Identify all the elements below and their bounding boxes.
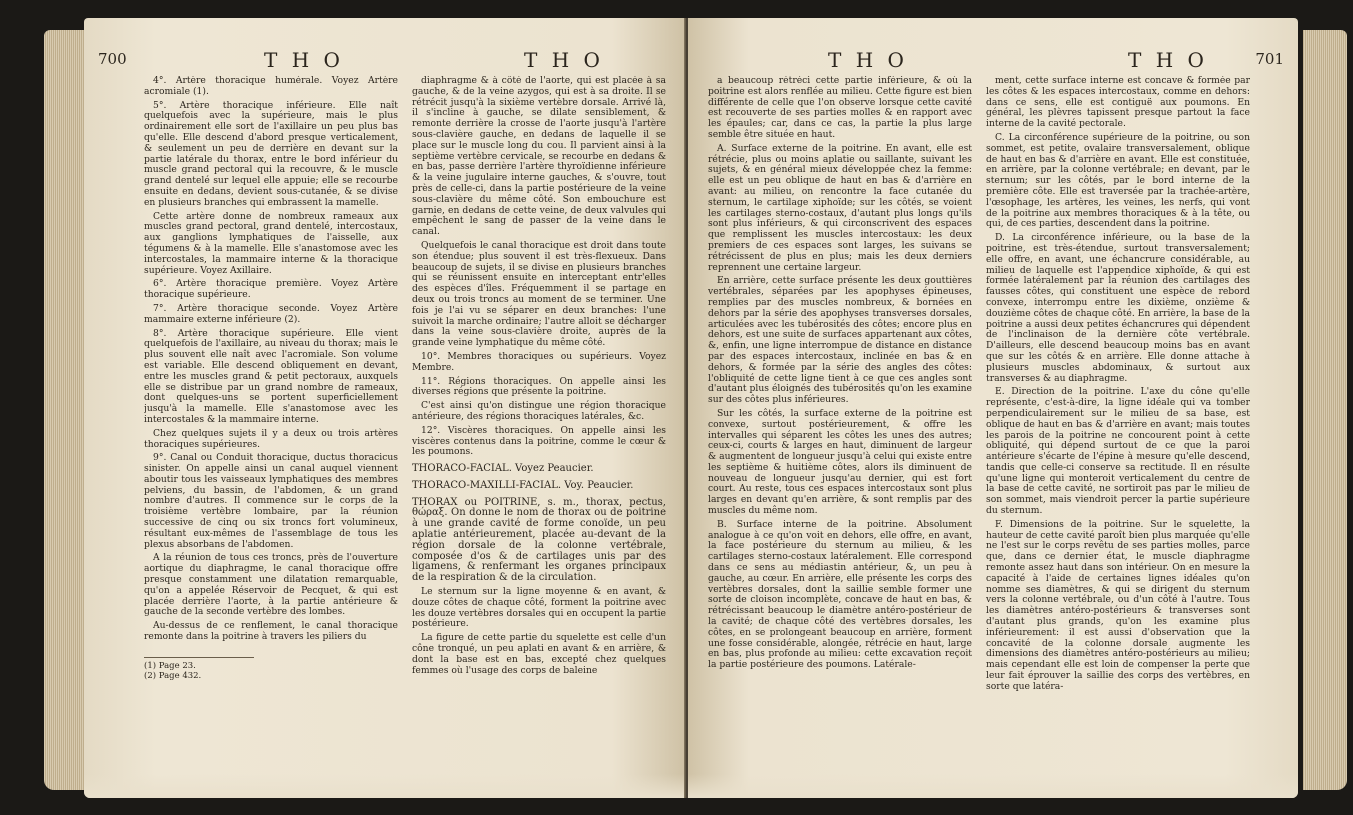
left-running-head xyxy=(98,48,666,74)
left-column-1 xyxy=(144,76,398,796)
paragraph: 7°. Artère thoracique seconde. Voyez Artère mammaire externe inférieure (2). xyxy=(144,302,398,325)
paragraph: 5°. Artère thoracique inférieure. Elle naît quelquefois avec la supérieure, mais le plus ordinairement elle sort de l'axillaire un peu plus bas qu'elle. Elle descend d'abord presque verticalement, & seulement un peu de derrière en devant sur la partie latérale du thorax, entre le bord inférieur du muscle grand pectoral qui la recouvre, & le muscle grand dentelé sur lequel elle appuie; elle se recourbe ensuite en dedans, devient sous-cutanée, & se divise en plusieurs branches qui embrassent la mamelle. xyxy=(144,99,398,208)
paragraph: ment, cette surface interne est concave & formée par les côtes & les espaces intercostaux, comme en dehors: dans ce sens, elle est contiguë aux poumons. En général, les plèvres tapissent presque partout la face interne de la cavité pectorale. xyxy=(986,76,1250,130)
paragraph: 10°. Membres thoraciques ou supérieurs. Voyez Membre. xyxy=(412,350,666,373)
paragraph: A la réunion de tous ces troncs, près de l'ouverture aortique du diaphragme, le canal thoracique offre presque constamment une dilatation remarquable, qu'on a appelée Réservoir de Pecquet, & qui est placée derrière l'aorte, à la partie antérieure & gauche de la seconde vertèbre des lombes. xyxy=(144,552,398,618)
dictionary-entry: THORACO-MAXILLI-FACIAL. Voy. Peaucier. xyxy=(412,479,634,491)
paragraph: 6°. Artère thoracique première. Voyez Artère thoracique supérieure. xyxy=(144,278,398,301)
dictionary-entry: THORACO-FACIAL. Voyez Peaucier. xyxy=(412,463,594,475)
paragraph: Chez quelques sujets il y a deux ou trois artères thoraciques supérieures. xyxy=(144,427,398,450)
paragraph: B. Surface interne de la poitrine. Absolument analogue à ce qu'on voit en dehors, elle offre, en avant, la face postérieure du sternum au milieu, & les cartilages sterno-costaux latéralement. Elle correspond dans ce sens au médiastin antérieur, &, un peu à gauche, au cœur. En arrière, elle présente les corps des vertèbres dorsales, dont la saillie semble former une sorte de cloison incomplète, concave de haut en bas, & rétrécissant beaucoup le diamètre antéro-postérieur de la cavité; de chaque côté des vertèbres dorsales, les côtes, en se prolongeant beaucoup en arrière, forment une fosse considérable, alongée, rétrécie en haut, large en bas, plus profonde au milieu: cette excavation reçoit la partie postérieure des poumons. Latérale- xyxy=(708,518,972,671)
paragraph: Quelquefois le canal thoracique est droit dans toute son étendue; plus souvent il est très-flexueux. Dans beaucoup de sujets, il se divise en plusieurs branches qui se réunissent ensuite en interceptant entr'elles des espèces d'îles. Fréquemment il se partage en deux ou trois troncs au moment de se terminer. Une fois je l'ai vu se séparer en deux branches: l'une suivoit la marche ordinaire; l'autre alloit se décharger dans la veine sous-clavière droite, auprès de la grande veine lymphatique du même côté. xyxy=(412,239,666,349)
footnote: (1) Page 23. xyxy=(144,660,196,671)
paragraph: La figure de cette partie du squelette est celle d'un cône tronqué, un peu aplati en avant & en arrière, & dont la base est en bas, excepté chez quelques femmes où l'usage des corps de baleine xyxy=(412,632,666,676)
paragraph: Cette artère donne de nombreux rameaux aux muscles grand pectoral, grand dentelé, intercostaux, aux ganglions lymphatiques de l'aisselle, aux tégumens & à la mamelle. Elle s'anastomose avec les intercostales, la mammaire interne & la thoracique supérieure. Voyez Axillaire. xyxy=(144,210,398,276)
paragraph: 12°. Viscères thoraciques. On appelle ainsi les viscères contenus dans la poitrine, comme le cœur & les poumons. xyxy=(412,424,666,458)
paragraph: C'est ainsi qu'on distingue une région thoracique antérieure, des régions thoraciques latérales, &c. xyxy=(412,400,666,422)
paragraph: 11°. Régions thoraciques. On appelle ainsi les diverses régions que présente la poitrine. xyxy=(412,375,666,398)
paragraph: 8°. Artère thoracique supérieure. Elle vient quelquefois de l'axillaire, au niveau du thorax; mais le plus souvent elle naît avec l'acromiale. Son volume est variable. Elle descend obliquement en devant, entre les muscles grand & petit pectoraux, auxquels elle se distribue par un grand nombre de rameaux, dont quelques-uns se portent superficiellement jusqu'à la mamelle. Elle s'anastomose avec les intercostales & la mammaire interne. xyxy=(144,327,398,425)
right-running-head xyxy=(708,48,1284,74)
paragraph: a beaucoup rétréci cette partie inférieure, & où la poitrine est alors renflée au milieu. Cette figure est bien différente de celle que l'on observe lorsque cette cavité est recouverte de ses parties molles & en rapport avec les épaules; car, dans ce cas, la partie la plus large semble être située en haut. xyxy=(708,76,972,140)
paragraph: Au-dessus de ce renflement, le canal thoracique remonte dans la poitrine à travers les piliers du xyxy=(144,620,398,643)
left-page-number: 700 xyxy=(98,50,127,68)
right-page-edges xyxy=(1303,30,1347,790)
right-page-number: 701 xyxy=(1255,50,1284,68)
page-bottom-shade xyxy=(688,774,1298,798)
footnotes xyxy=(144,657,254,681)
right-page xyxy=(688,18,1298,798)
right-head-title-2: T H O xyxy=(1128,48,1208,72)
page-bottom-shade xyxy=(84,774,684,798)
left-head-title-1: T H O xyxy=(264,48,344,72)
paragraph: Sur les côtés, la surface externe de la poitrine est convexe, surtout postérieurement, & offre les intervalles qui séparent les côtes les unes des autres; ceux-ci, courts & larges en haut, diminuent de largeur & augmentent de longueur jusqu'à celui qui existe entre les septième & huitième côtes, alors ils diminuent de nouveau de longueur jusqu'au dernier, qui est fort court. Au reste, tous ces espaces intercostaux sont plus larges en devant qu'en arrière, & sont remplis par des muscles du même nom. xyxy=(708,407,972,517)
left-column-2 xyxy=(412,76,666,796)
paragraph: 4°. Artère thoracique humérale. Voyez Artère acromiale (1). xyxy=(144,76,398,97)
paragraph: Le sternum sur la ligne moyenne & en avant, & douze côtes de chaque côté, forment la poitrine avec les douze vertèbres dorsales qui en occupent la partie postérieure. xyxy=(412,586,666,630)
left-page xyxy=(84,18,684,798)
paragraph: F. Dimensions de la poitrine. Sur le squelette, la hauteur de cette cavité paroît bien plus marquée qu'elle ne l'est sur le corps revêtu de ses parties molles, parce que, dans ce dernier état, le muscle diaphragme remonte assez haut dans son intérieur. On en mesure la capacité à l'aide de certaines lignes idéales qu'on nomme ses diamètres, & qui se dirigent du sternum vers la colonne vertébrale, ou d'un côté à l'autre. Tous les diamètres antéro-postérieurs & transverses sont d'autant plus grands, qu'on les examine plus inférieurement: il est aussi d'observation que la concavité de la colonne dorsale augmente les dimensions des diamètres antéro-postérieurs au milieu; mais cependant elle est loin de compenser la perte que leur fait éprouver la saillie des corps des vertèbres, en sorte que latéra- xyxy=(986,518,1250,692)
left-head-title-2: T H O xyxy=(524,48,604,72)
right-column-2 xyxy=(986,76,1250,796)
paragraph: E. Direction de la poitrine. L'axe du cône qu'elle représente, c'est-à-dire, la ligne idéale qui va tomber perpendiculairement sur le milieu de sa base, est oblique de haut en bas & d'arrière en avant; mais toutes les parois de la poitrine ne concourent point à cette obliquité, qui dépend surtout de ce que la paroi antérieure s'écarte de l'épine à mesure qu'elle descend, tandis que celle-ci conserve sa rectitude. Il en résulte qu'une ligne qui monteroit verticalement du centre de la base de cette cavité, ne sortiroit pas par le milieu de son sommet, mais viendroit percer la partie supérieure du sternum. xyxy=(986,386,1250,517)
left-page-edges xyxy=(44,30,88,790)
paragraph: A. Surface externe de la poitrine. En avant, elle est rétrécie, plus ou moins aplatie ou saillante, suivant les sujets, & en général mieux développée chez la femme: elle est un peu oblique de haut en bas & d'arrière en avant: au milieu, on rencontre la face cutanée du sternum, le cartilage xiphoïde; sur les côtés, se voient les cartilages sterno-costaux, d'autant plus longs qu'ils sont plus inférieurs, & qui circonscrivent des espaces que remplissent les muscles intercostaux: les deux premiers de ces espaces sont larges, les suivans se rétrécissent de plus en plus; mais les deux derniers reprennent une certaine largeur. xyxy=(708,142,972,273)
right-column-1 xyxy=(708,76,972,796)
paragraph: En arrière, cette surface présente les deux gouttières vertébrales, séparées par les apophyses épineuses, remplies par des muscles nombreux, & bornées en dehors par la série des apophyses transverses dorsales, articulées avec les tubérosités des côtes; encore plus en dehors, est une suite de surfaces appartenant aux côtes, &, enfin, une ligne interrompue de distance en distance par des espaces intercostaux, inclinée en bas & en dehors, & formée par la série des angles des côtes: l'obliquité de cette ligne tient à ce que ces angles sont d'autant plus éloignés des tubérosités qu'on les examine sur des côtes plus inférieures. xyxy=(708,275,972,406)
paragraph: D. La circonférence inférieure, ou la base de la poitrine, est très-étendue, surtout transversalement; elle offre, en avant, une échancrure considérable, au milieu de laquelle est l'appendice xiphoïde, & qui est formée latéralement par la réunion des cartilages des fausses côtes, qui constituent une espèce de rebord convexe, interrompu entre les dixième, onzième & douzième côtes de chaque côté. En arrière, la base de la poitrine a aussi deux petites échancrures qui dépendent de l'inclinaison de la dernière côte vertébrale. D'ailleurs, elle descend beaucoup moins bas en avant que sur les côtés & en arrière. Elle donne attache à plusieurs muscles abdominaux, & surtout aux transverses & au diaphragme. xyxy=(986,232,1250,384)
paragraph: C. La circonférence supérieure de la poitrine, ou son sommet, est petite, ovalaire transversalement, oblique de haut en bas & d'arrière en avant. Elle est constituée, en arrière, par la colonne vertébrale; en devant, par le sternum; sur les côtés, par le bord interne de la première côte. Elle est traversée par la trachée-artère, l'œsophage, les artères, les veines, les nerfs, qui vont de la poitrine aux membres thoraciques & à la tête, ou qui, de ces parties, descendent dans la poitrine. xyxy=(986,131,1250,230)
right-head-title-1: T H O xyxy=(828,48,908,72)
dictionary-entry: THORAX ou POITRINE, s. m., thorax, pectus, θώραξ. On donne le nom de thorax ou de poitrine à une grande cavité de forme conoïde, un peu aplatie antérieurement, placée au-devant de la région dorsale de la colonne vertébrale, composée d'os & de cartilages unis par des ligamens, & renfermant les organes principaux de la respiration & de la circulation. xyxy=(412,496,666,584)
footnote: (2) Page 432. xyxy=(144,670,202,681)
paragraph: diaphragme & à côté de l'aorte, qui est placée à sa gauche, & de la veine azygos, qui est à sa droite. Il se rétrécit jusqu'à la sixième vertèbre dorsale. Arrivé là, il s'incline à gauche, se dilate sensiblement, & remonte derrière la crosse de l'aorte jusqu'à l'artère sous-clavière gauche, en dedans de laquelle il se place sur le muscle long du cou. Il parvient ainsi à la septième vertèbre cervicale, se recourbe en dedans & en bas, passe derrière l'artère thyroïdienne inférieure & la veine jugulaire interne gauches, & s'ouvre, tout près de celle-ci, dans la partie postérieure de la veine sous-clavière du même côté. Son embouchure est garnie, en dedans de cette veine, de deux valvules qui empêchent le sang de passer de la veine dans le canal. xyxy=(412,76,666,238)
paragraph: 9°. Canal ou Conduit thoracique, ductus thoracicus sinister. On appelle ainsi un canal auquel viennent aboutir tous les vaisseaux lymphatiques des membres pelviens, du bassin, de l'abdomen, & un grand nombre d'autres. Il commence sur le corps de la troisième vertèbre lombaire, par la réunion successive de cinq ou six troncs fort volumineux, résultant eux-mêmes de l'assemblage de tous les plexus absorbans de l'abdomen. xyxy=(144,452,398,550)
